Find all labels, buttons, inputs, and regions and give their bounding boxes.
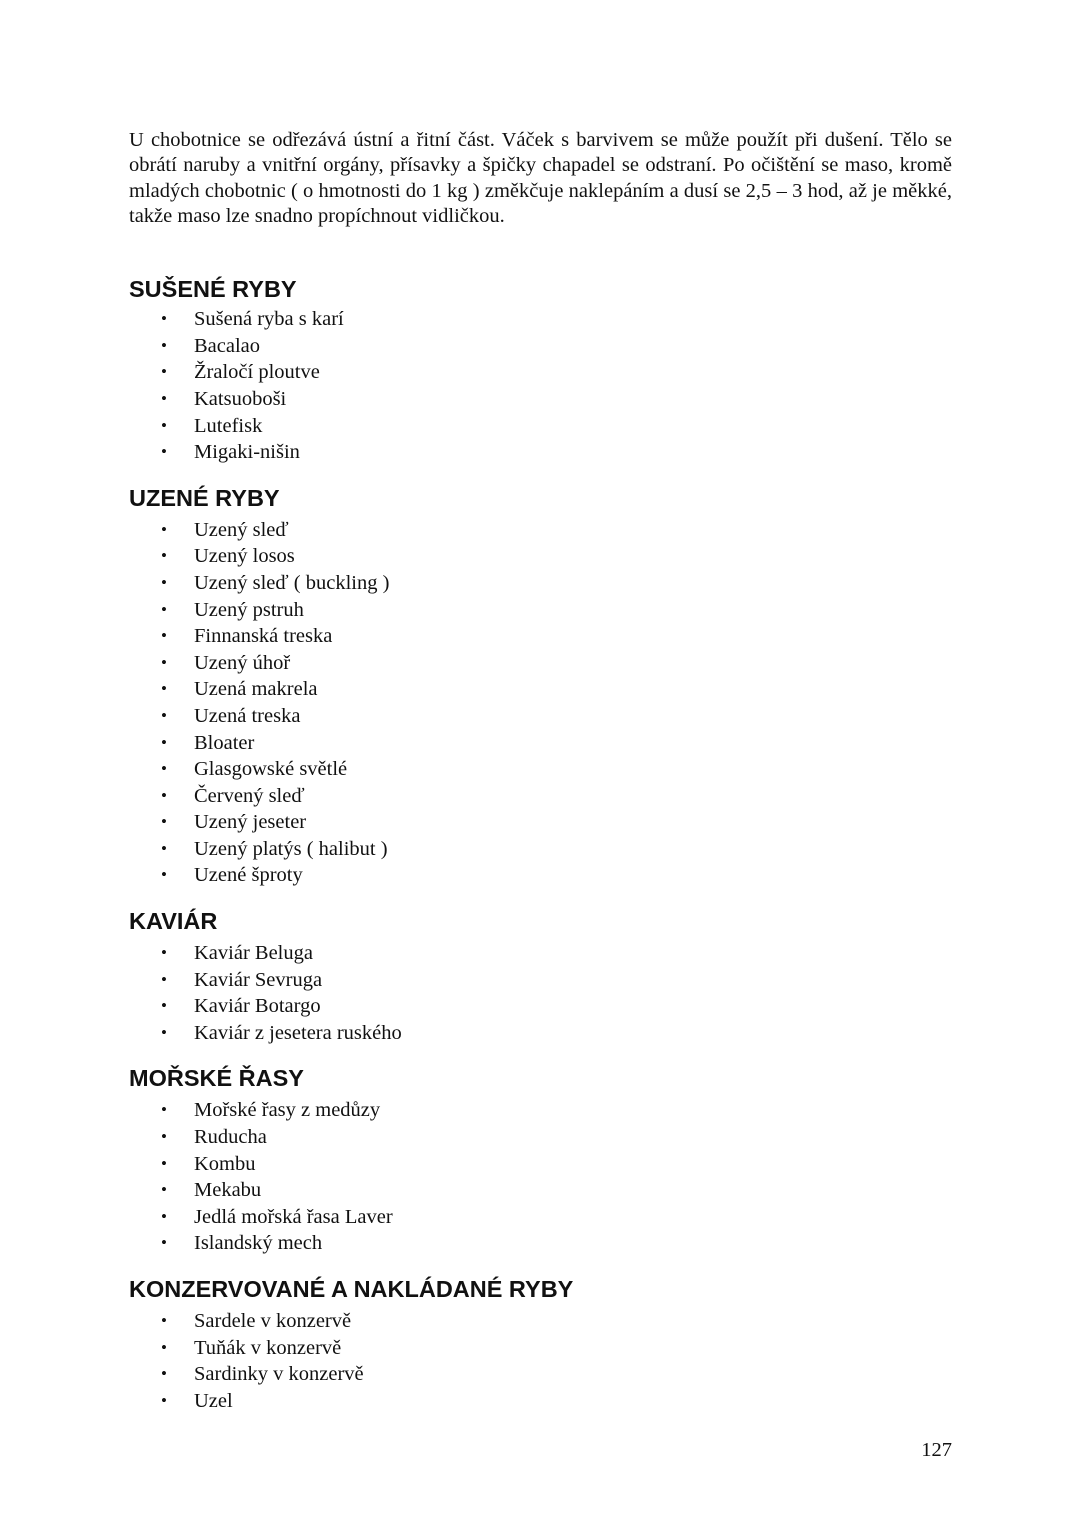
bullet: • xyxy=(161,309,167,329)
list-item: • Červený sleď xyxy=(129,783,952,810)
intro-line: až je měkké, takže maso lze snadno propíchnout vidličkou. xyxy=(129,179,952,227)
list-item: • Uzené šproty xyxy=(129,862,952,889)
bullet: • xyxy=(161,335,167,355)
list-item: • Uzený losos xyxy=(129,543,952,570)
section-heading: MOŘSKÉ ŘASY xyxy=(129,1065,304,1092)
intro-line: kromě mladých chobotnic ( o hmotnosti do 1 kg ) změkčuje naklepáním a dusí se 2,5 – 3 hod, xyxy=(129,154,952,202)
section-dried-fish xyxy=(129,275,952,466)
bullet: • xyxy=(161,705,167,725)
intro-line: U chobotnice se odřezává ústní a řitní část. Váček s barvivem se může použít při dušení. Tělo xyxy=(129,129,928,151)
bullet: • xyxy=(161,415,167,435)
list-item: • Uzená makrela xyxy=(129,676,952,703)
bullet: • xyxy=(161,679,167,699)
bullet: • xyxy=(161,652,167,672)
bullet: • xyxy=(161,838,167,858)
bullet: • xyxy=(161,785,167,805)
list-item: • Uzel xyxy=(129,1388,952,1415)
list-item: • Kaviár Sevruga xyxy=(129,967,952,994)
list-item: • Glasgowské světlé xyxy=(129,756,952,783)
list-item: • Kombu xyxy=(129,1151,952,1178)
bullet: • xyxy=(161,1022,167,1042)
section-heading: UZENÉ RYBY xyxy=(129,484,280,511)
item-list xyxy=(129,306,952,466)
list-item: • Bloater xyxy=(129,730,952,757)
bullet: • xyxy=(161,1100,167,1120)
bullet: • xyxy=(161,1180,167,1200)
list-item: • Kaviár Beluga xyxy=(129,940,952,967)
page-number: 127 xyxy=(921,1439,952,1461)
bullet: • xyxy=(161,626,167,646)
section-heading: KONZERVOVANÉ A NAKLÁDANÉ RYBY xyxy=(129,1276,574,1302)
item-list xyxy=(129,1097,952,1257)
list-item: • Migaki-nišin xyxy=(129,439,952,466)
section-seaweed xyxy=(129,1064,952,1257)
list-item: • Kaviár z jesetera ruského xyxy=(129,1020,952,1047)
page-content xyxy=(129,128,952,1414)
item-list xyxy=(129,1308,952,1414)
list-item: • Sušená ryba s karí xyxy=(129,306,952,333)
list-item: • Bacalao xyxy=(129,333,952,360)
intro-line: se obrátí naruby a vnitřní orgány, přísavky a špičky chapadel se odstraní. Po očištění se maso, xyxy=(129,129,952,177)
list-item: • Uzený sleď ( buckling ) xyxy=(129,570,952,597)
list-item: • Jedlá mořská řasa Laver xyxy=(129,1204,952,1231)
list-item: • Uzený sleď xyxy=(129,517,952,544)
bullet: • xyxy=(161,812,167,832)
list-item: • Ruducha xyxy=(129,1124,952,1151)
list-item: • Uzený jeseter xyxy=(129,809,952,836)
section-heading: KAVIÁR xyxy=(129,908,218,935)
bullet: • xyxy=(161,1311,167,1330)
list-item: • Katsuoboši xyxy=(129,386,952,413)
bullet: • xyxy=(161,865,167,885)
section-caviar xyxy=(129,907,952,1046)
list-item: • Sardele v konzervě xyxy=(129,1308,952,1335)
bullet: • xyxy=(161,943,167,963)
bullet: • xyxy=(161,1233,167,1253)
bullet: • xyxy=(161,996,167,1016)
list-item: • Kaviár Botargo xyxy=(129,993,952,1020)
bullet: • xyxy=(161,759,167,779)
bullet: • xyxy=(161,969,167,989)
list-item: • Uzená treska xyxy=(129,703,952,730)
bullet: • xyxy=(161,388,167,408)
bullet: • xyxy=(161,1153,167,1173)
bullet: • xyxy=(161,572,167,592)
list-item: • Uzený pstruh xyxy=(129,597,952,624)
bullet: • xyxy=(161,1127,167,1147)
list-item: • Uzený platýs ( halibut ) xyxy=(129,836,952,863)
bullet: • xyxy=(161,442,167,462)
section-smoked-fish xyxy=(129,484,952,889)
bullet: • xyxy=(161,546,167,566)
list-item: • Lutefisk xyxy=(129,413,952,440)
list-item: • Islandský mech xyxy=(129,1230,952,1257)
list-item: • Sardinky v konzervě xyxy=(129,1361,952,1388)
bullet: • xyxy=(161,1337,167,1357)
bullet: • xyxy=(161,599,167,619)
bullet: • xyxy=(161,362,167,382)
list-item: • Mekabu xyxy=(129,1177,952,1204)
item-list xyxy=(129,940,952,1046)
section-heading: SUŠENÉ RYBY xyxy=(129,276,297,303)
bullet: • xyxy=(161,519,167,539)
list-item: • Žraločí ploutve xyxy=(129,359,952,386)
intro-paragraph xyxy=(129,128,952,229)
section-canned-pickled-fish xyxy=(129,1275,952,1414)
bullet: • xyxy=(161,1364,167,1384)
item-list xyxy=(129,517,952,889)
bullet: • xyxy=(161,1390,167,1410)
bullet: • xyxy=(161,732,167,752)
bullet: • xyxy=(161,1206,167,1226)
list-item: • Uzený úhoř xyxy=(129,650,952,677)
list-item: • Mořské řasy z medůzy xyxy=(129,1097,952,1124)
list-item: • Finnanská treska xyxy=(129,623,952,650)
list-item: • Tuňák v konzervě xyxy=(129,1335,952,1362)
